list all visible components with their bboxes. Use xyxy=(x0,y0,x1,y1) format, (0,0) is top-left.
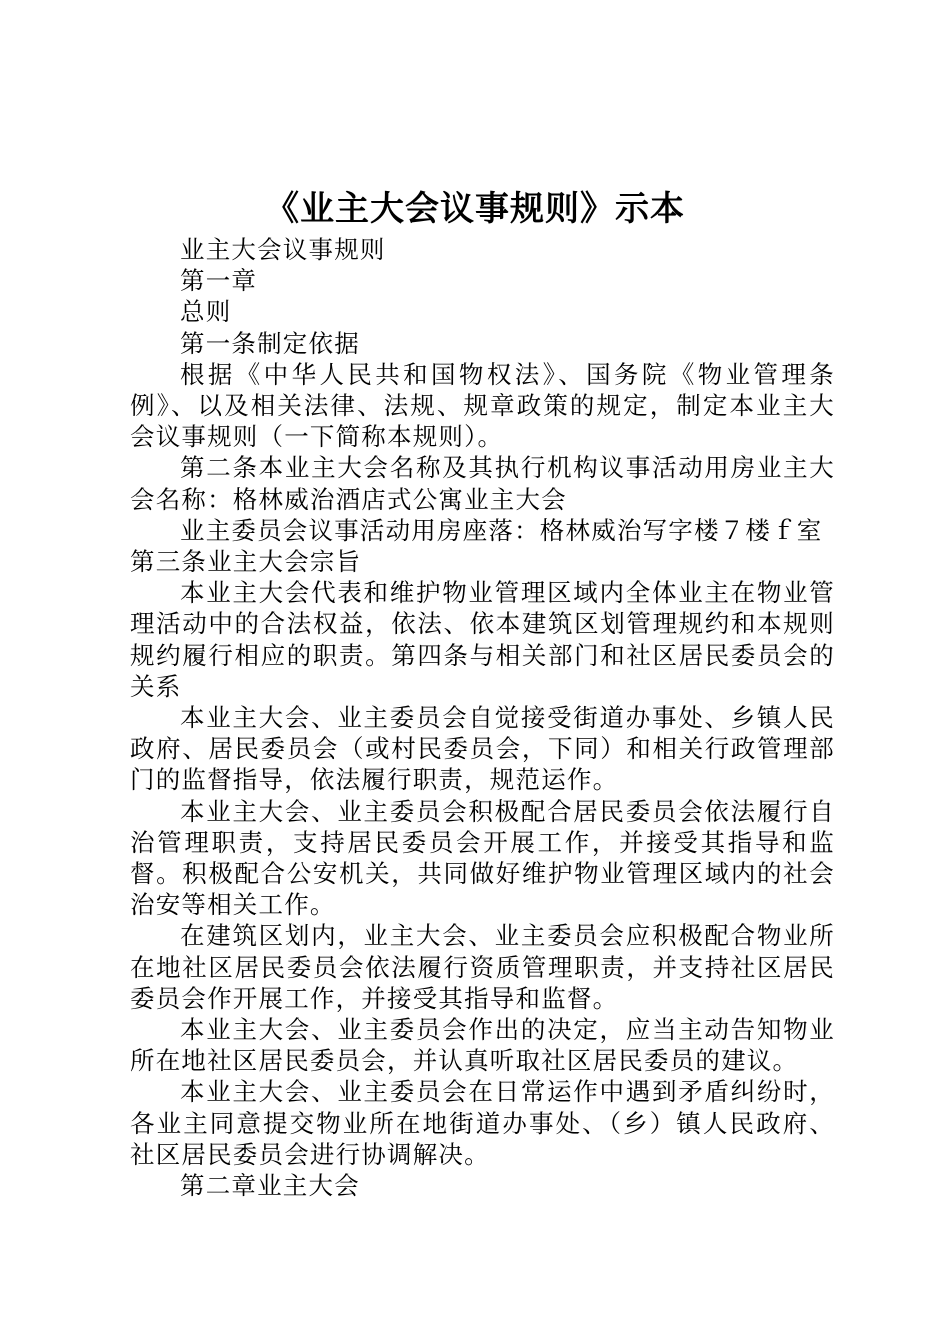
document-body xyxy=(130,234,835,1201)
paragraph: 本业主大会、业主委员会积极配合居民委员会依法履行自治管理职责，支持居民委员会开展工作，并接受其指导和监督。积极配合公安机关，共同做好维护物业管理区域内的社会治安等相关工作。 xyxy=(130,796,835,920)
paragraph: 本业主大会、业主委员会自觉接受街道办事处、乡镇人民政府、居民委员会（或村民委员会，下同）和相关行政管理部门的监督指导，依法履行职责，规范运作。 xyxy=(130,703,835,795)
paragraph: 第二条本业主大会名称及其执行机构议事活动用房业主大会名称：格林威治酒店式公寓业主大会 xyxy=(130,453,835,514)
paragraph: 第一条制定依据 xyxy=(180,328,360,358)
paragraph: 第一章 xyxy=(180,266,258,296)
paragraph: 本业主大会、业主委员会在日常运作中遇到矛盾纠纷时，各业主同意提交物业所在地街道办事处、（乡）镇人民政府、社区居民委员会进行协调解决。 xyxy=(130,1077,835,1169)
paragraph: 总则 xyxy=(180,297,232,327)
paragraph: 本业主大会、业主委员会作出的决定，应当主动告知物业所在地社区居民委员会，并认真听取社区居民委员的建议。 xyxy=(130,1015,835,1076)
paragraph: 业主大会议事规则 xyxy=(180,235,386,264)
paragraph: 第三条业主大会宗旨 xyxy=(130,547,362,577)
document-title: 《业主大会议事规则》示本 xyxy=(265,189,685,229)
paragraph: 根据《中华人民共和国物权法》、国务院《物业管理条例》、以及相关法律、法规、规章政策的规定，制定本业主大会议事规则（一下简称本规则）。 xyxy=(130,359,835,452)
paragraph: 第二章业主大会 xyxy=(180,1171,360,1201)
paragraph: 在建筑区划内，业主大会、业主委员会应积极配合物业所在地社区居民委员会依法履行资质管理职责，并支持社区居民委员会作开展工作，并接受其指导和监督。 xyxy=(130,921,835,1013)
paragraph: 本业主大会代表和维护物业管理区域内全体业主在物业管理活动中的合法权益，依法、依本建筑区划管理规约和本规则规约履行相应的职责。第四条与相关部门和社区居民委员会的关系 xyxy=(130,578,835,701)
paragraph: 业主委员会议事活动用房座落：格林威治写字楼７楼ｆ室 xyxy=(180,515,823,545)
